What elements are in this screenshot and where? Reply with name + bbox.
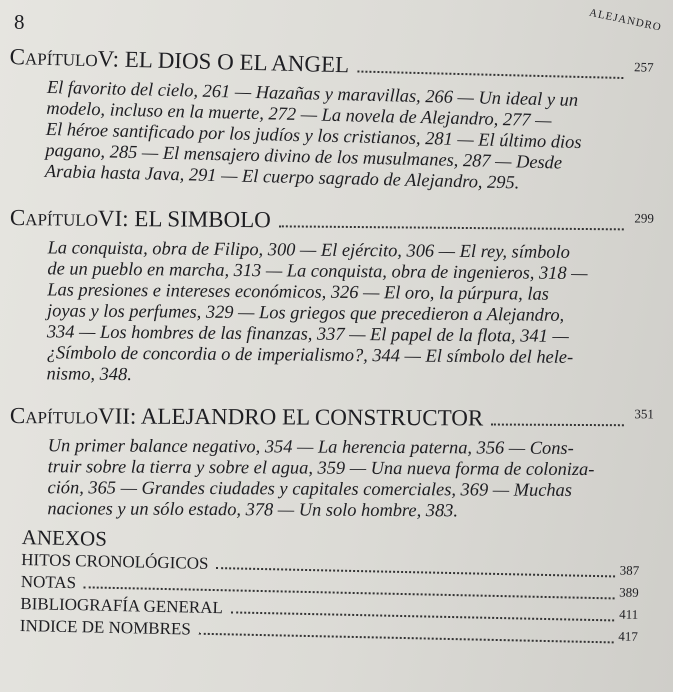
annex-item: INDICE DE NOMBRES 417	[19, 615, 638, 644]
chapter-title: C APÍTULO V: EL DIOS O EL ANGEL 257	[9, 44, 654, 78]
annex-title: ANEXOS	[21, 525, 108, 551]
chapter-vi	[8, 205, 654, 389]
annex-section	[19, 525, 640, 651]
page-number: 8	[14, 10, 25, 34]
chapter-summary: La conquista, obra de Filipo, 300 — El ejército, 306 — El rey, símbolo de un pueblo en marcha, 313 — La conquista, obra de ingenieros, 318 — Las presiones e intereses económicos, 326 — El oro, la púrpura, las joyas y los perfumes, 329 — Los griegos que precedieron a Alejandro, 334 — Los hombres de las finanzas, 337 — El papel de la flota, 341 — ¿Símbolo de concordia o de imperialismo?, 344 — El símbolo del hele- nismo, 348.	[46, 237, 588, 385]
chapter-summary: El favorito del cielo, 261 — Hazañas y maravillas, 266 — Un ideal y un modelo, incluso en la muerte, 272 — La novela de Alejandro, 277 — El héroe santificado por los judíos y los cristianos, 281 — El último dios pagano, 285 — El mensajero divino de los musulmanes, 287 — Desde Arabia hasta Java, 291 — El cuerpo sagrado de Alejandro, 295.	[44, 76, 582, 193]
chapter-title: C APÍTULO VI: EL SIMBOLO 299	[9, 205, 654, 233]
dot-leader	[216, 566, 615, 577]
chapter-title: C APÍTULO VII: ALEJANDRO EL CONSTRUCTOR 351	[9, 403, 654, 431]
annex-item: BIBLIOGRAFÍA GENERAL 411	[20, 593, 639, 622]
dot-leader	[279, 224, 624, 230]
annex-item: HITOS CRONOLÓGICOS 387	[21, 549, 640, 578]
dot-leader	[357, 69, 623, 79]
chapter-page: 351	[634, 406, 654, 422]
chapter-page: 299	[634, 210, 654, 226]
chapter-summary: Un primer balance negativo, 354 — La herencia paterna, 356 — Cons- truir sobre la tierra y sobre el agua, 359 — Una nueva forma de coloniza- ción, 365 — Grandes ciudades y capitales comerciales, 369 — Muchas naciones y un sólo estado, 378 — Un solo hombre, 383.	[47, 435, 595, 521]
annex-item: NOTAS 389	[20, 571, 639, 600]
chapter-page: 257	[633, 59, 654, 75]
chapter-v	[7, 44, 654, 196]
dot-leader	[491, 423, 624, 427]
running-head: ALEJANDRO	[588, 6, 663, 34]
chapter-vii	[9, 403, 654, 522]
dot-leader	[199, 632, 614, 644]
dot-leader	[231, 610, 614, 621]
